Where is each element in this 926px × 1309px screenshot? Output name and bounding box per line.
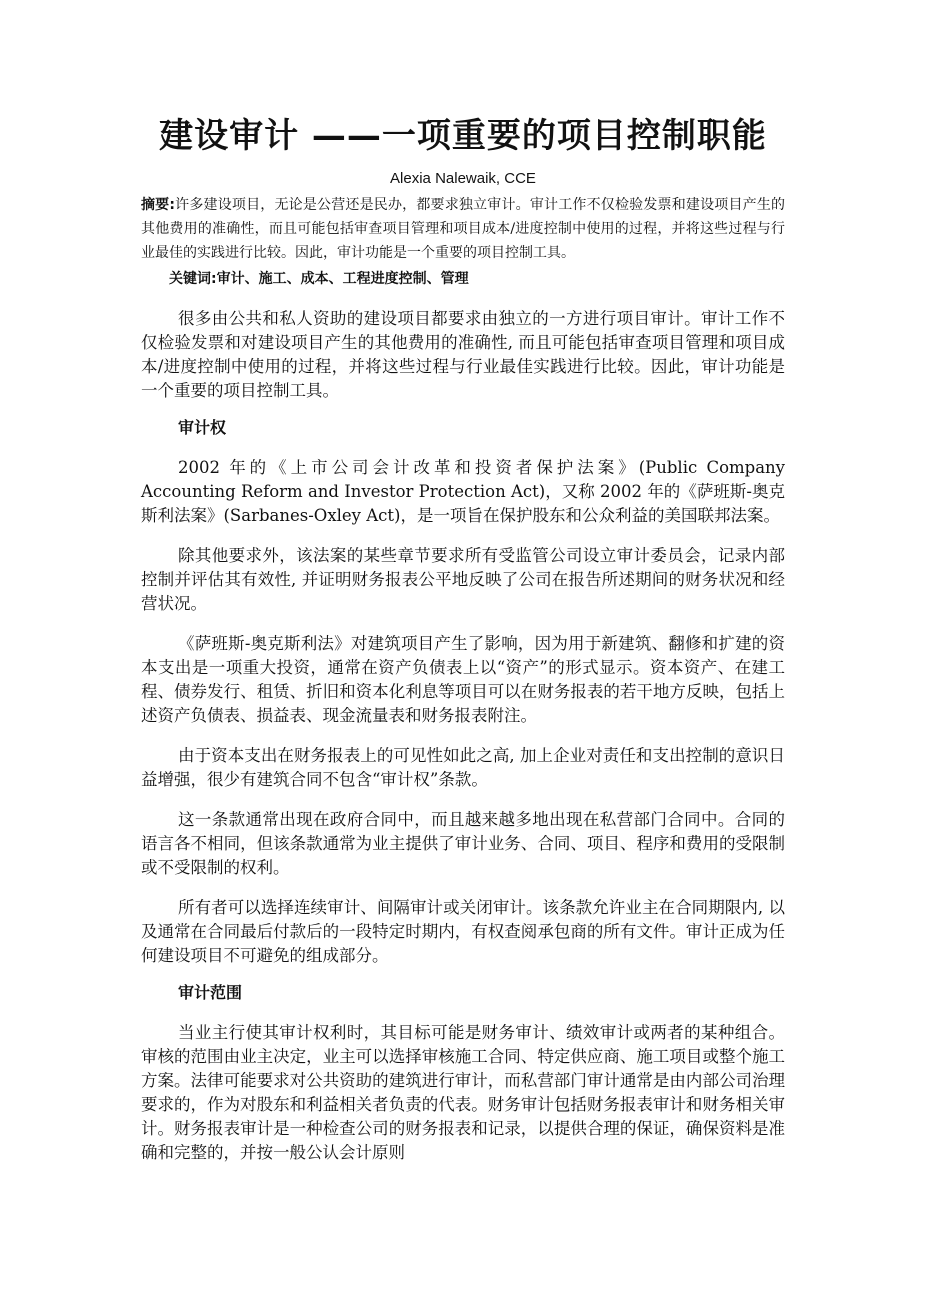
section-heading-audit-scope: 审计范围 [178, 983, 243, 1002]
author-line: Alexia Nalewaik, CCE [390, 170, 536, 187]
audit-scope-paragraph-1: 当业主行使其审计权利时，其目标可能是财务审计、绩效审计或两者的某种组合。审核的范围由业主决定，业主可以选择审核施工合同、特定供应商、施工项目或整个施工方案。法律可能要求对公共资助的建筑进行审计，而私营部门审计通常是由内部公司治理要求的，作为对股东和利益相关者负责的代表。财务审计包括财务报表审计和财务相关审计。财务报表审计是一种检查公司的财务报表和记录，以提供合理的保证，确保资料是准确和完整的，并按一般公认会计原则 [141, 1023, 785, 1162]
abstract [141, 193, 785, 265]
document-title: 建设审计 ——一项重要的项目控制职能 [159, 116, 767, 156]
section-heading-audit-rights: 审计权 [178, 418, 227, 437]
abstract-text: 许多建设项目，无论是公营还是民办，都要求独立审计。审计工作不仅检验发票和建设项目产生的其他费用的准确性，而且可能包括审查项目管理和项目成本/进度控制中使用的过程，并将这些过程与行业最佳的实践进行比较。因此，审计功能是一个重要的项目控制工具。 [141, 197, 785, 261]
audit-rights-paragraph-5: 这一条款通常出现在政府合同中，而且越来越多地出现在私营部门合同中。合同的语言各不相同，但该条款通常为业主提供了审计业务、合同、项目、程序和费用的受限制或不受限制的权利。 [141, 810, 785, 877]
audit-rights-paragraph-1: 2002 年的《上市公司会计改革和投资者保护法案》(Public Company Accounting Reform and Investor Protection Act)，又称 2002 年的《萨班斯-奥克斯利法案》(Sarbanes-Oxley Act)，是一项旨在保护股东和公众利益的美国联邦法案。 [141, 458, 785, 525]
intro-paragraph: 很多由公共和私人资助的建设项目都要求由独立的一方进行项目审计。审计工作不仅检验发票和对建设项目产生的其他费用的准确性, 而且可能包括审查项目管理和项目成本/进度控制中使用的过程，并将这些过程与行业最佳实践进行比较。因此，审计功能是一个重要的项目控制工具。 [141, 309, 785, 400]
audit-rights-paragraph-6: 所有者可以选择连续审计、间隔审计或关闭审计。该条款允许业主在合同期限内, 以及通常在合同最后付款后的一段特定时期内，有权查阅承包商的所有文件。审计正成为任何建设项目不可避免的组成部分。 [141, 898, 785, 965]
audit-rights-paragraph-4: 由于资本支出在财务报表上的可见性如此之高, 加上企业对责任和支出控制的意识日益增强，很少有建筑合同不包含“审计权”条款。 [141, 746, 785, 789]
audit-rights-paragraph-3: 《萨班斯-奥克斯利法》对建筑项目产生了影响，因为用于新建筑、翻修和扩建的资本支出是一项重大投资，通常在资产负债表上以“资产”的形式显示。资本资产、在建工程、债券发行、租赁、折旧和资本化利息等项目可以在财务报表的若干地方反映，包括上述资产负债表、损益表、现金流量表和财务报表附注。 [141, 634, 785, 725]
abstract-label: 摘要: [141, 197, 175, 213]
keywords-line: 关键词:审计、施工、成本、工程进度控制、管理 [169, 271, 469, 287]
audit-rights-paragraph-2: 除其他要求外，该法案的某些章节要求所有受监管公司设立审计委员会，记录内部控制并评估其有效性, 并证明财务报表公平地反映了公司在报告所述期间的财务状况和经营状况。 [141, 546, 785, 613]
